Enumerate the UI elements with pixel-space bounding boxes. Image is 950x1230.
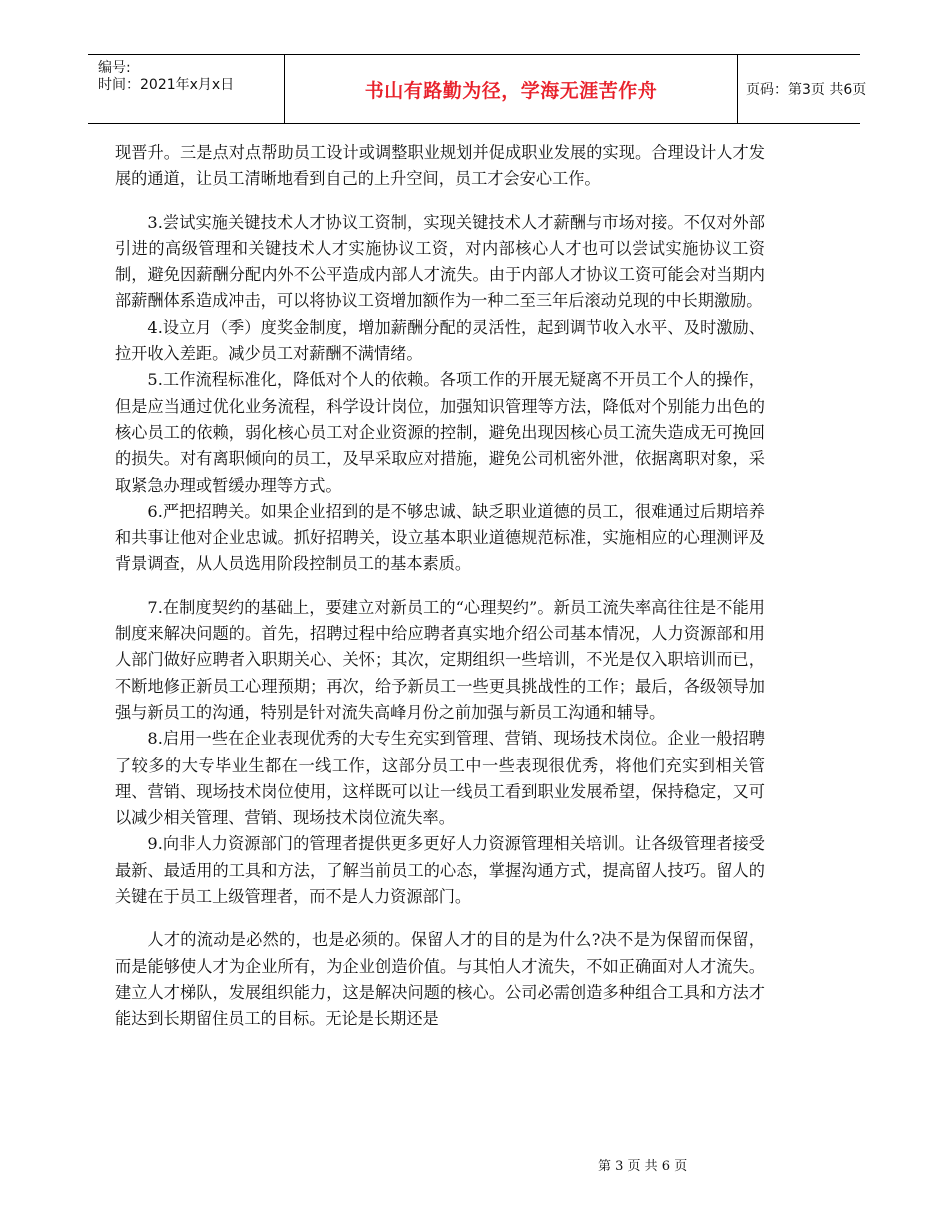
paragraph-item-5: 5.工作流程标准化，降低对个人的依赖。各项工作的开展无疑离不开员工个人的操作，但是应当通过优化业务流程，科学设计岗位，加强知识管理等方法，降低对个别能力出色的核心员工的依赖，弱化核心员工对企业资源的控制，避免出现因核心员工流失造成无可挽回的损失。对有离职倾向的员工，及早采取应对措施，避免公司机密外泄，依据离职对象，采取紧急办理或暂缓办理等方式。 (115, 370, 765, 495)
paragraph-item-7: 7.在制度契约的基础上，要建立对新员工的“心理契约”。新员工流失率高往往是不能用制度来解决问题的。首先，招聘过程中给应聘者真实地介绍公司基本情况，人力资源部和用人部门做好应聘者入职期关心、关怀；其次，定期组织一些培训，不光是仅入职培训而已，不断地修正新员工心理预期；再次，给予新员工一些更具挑战性的工作；最后，各级领导加强与新员工的沟通，特别是针对流失高峰月份之前加强与新员工沟通和辅导。 (115, 597, 765, 722)
paragraph-continuation: 现晋升。三是点对点帮助员工设计或调整职业规划并促成职业发展的实现。合理设计人才发展的通道，让员工清晰地看到自己的上升空间，员工才会安心工作。 (115, 143, 765, 189)
paragraph-item-4: 4.设立月（季）度奖金制度，增加薪酬分配的灵活性，起到调节收入水平、及时激励、拉开收入差距。减少员工对薪酬不满情绪。 (115, 317, 765, 364)
paragraph-item-3: 3.尝试实施关键技术人才协议工资制，实现关键技术人才薪酬与市场对接。不仅对外部引进的高级管理和关键技术人才实施协议工资，对内部核心人才也可以尝试实施协议工资制，避免因薪酬分配内外不公平造成内部人才流失。由于内部人才协议工资可能会对当期内部薪酬体系造成冲击，可以将协议工资增加额作为一种二至三年后滚动兑现的中长期激励。 (115, 212, 765, 311)
paragraph-item-9: 9.向非人力资源部门的管理者提供更多更好人力资源管理相关培训。让各级管理者接受最新、最适用的工具和方法，了解当前员工的心态，掌握沟通方式，提高留人技巧。留人的关键在于员工上级管理者，而不是人力资源部门。 (115, 834, 765, 907)
document-body (115, 140, 765, 1033)
document-date: 时间：2021年x月x日 (98, 77, 235, 93)
header-motto: 书山有路勤为径，学海无涯苦作舟 (364, 79, 658, 102)
header-page-cell (738, 55, 867, 123)
page-header (88, 54, 867, 124)
document-code-label: 编号: (98, 60, 131, 76)
page-footer-number: 第 3 页 共 6 页 (598, 1159, 688, 1174)
paragraph-item-6: 6.严把招聘关。如果企业招到的是不够忠诚、缺乏职业道德的员工，很难通过后期培养和共事让他对企业忠诚。抓好招聘关，设立基本职业道德规范标准，实施相应的心理测评及背景调查，从人员选用阶段控制员工的基本素质。 (115, 501, 765, 574)
header-page-info: 页码：第3页 共6页 (746, 82, 867, 98)
header-meta-cell (88, 55, 284, 123)
header-motto-cell (284, 55, 738, 123)
paragraph-item-8: 8.启用一些在企业表现优秀的大专生充实到管理、营销、现场技术岗位。企业一般招聘了较多的大专毕业生都在一线工作，这部分员工中一些表现很优秀，将他们充实到相关管理、营销、现场技术岗位使用，这样既可以让一线员工看到职业发展希望，保持稳定，又可以减少相关管理、营销、现场技术岗位流失率。 (115, 729, 765, 828)
paragraph-conclusion: 人才的流动是必然的，也是必须的。保留人才的目的是为什么?决不是为保留而保留，而是能够使人才为企业所有，为企业创造价值。与其怕人才流失，不如正确面对人才流失。建立人才梯队，发展组织能力，这是解决问题的核心。公司必需创造多种组合工具和方法才能达到长期留住员工的目标。无论是长期还是 (115, 930, 765, 1029)
